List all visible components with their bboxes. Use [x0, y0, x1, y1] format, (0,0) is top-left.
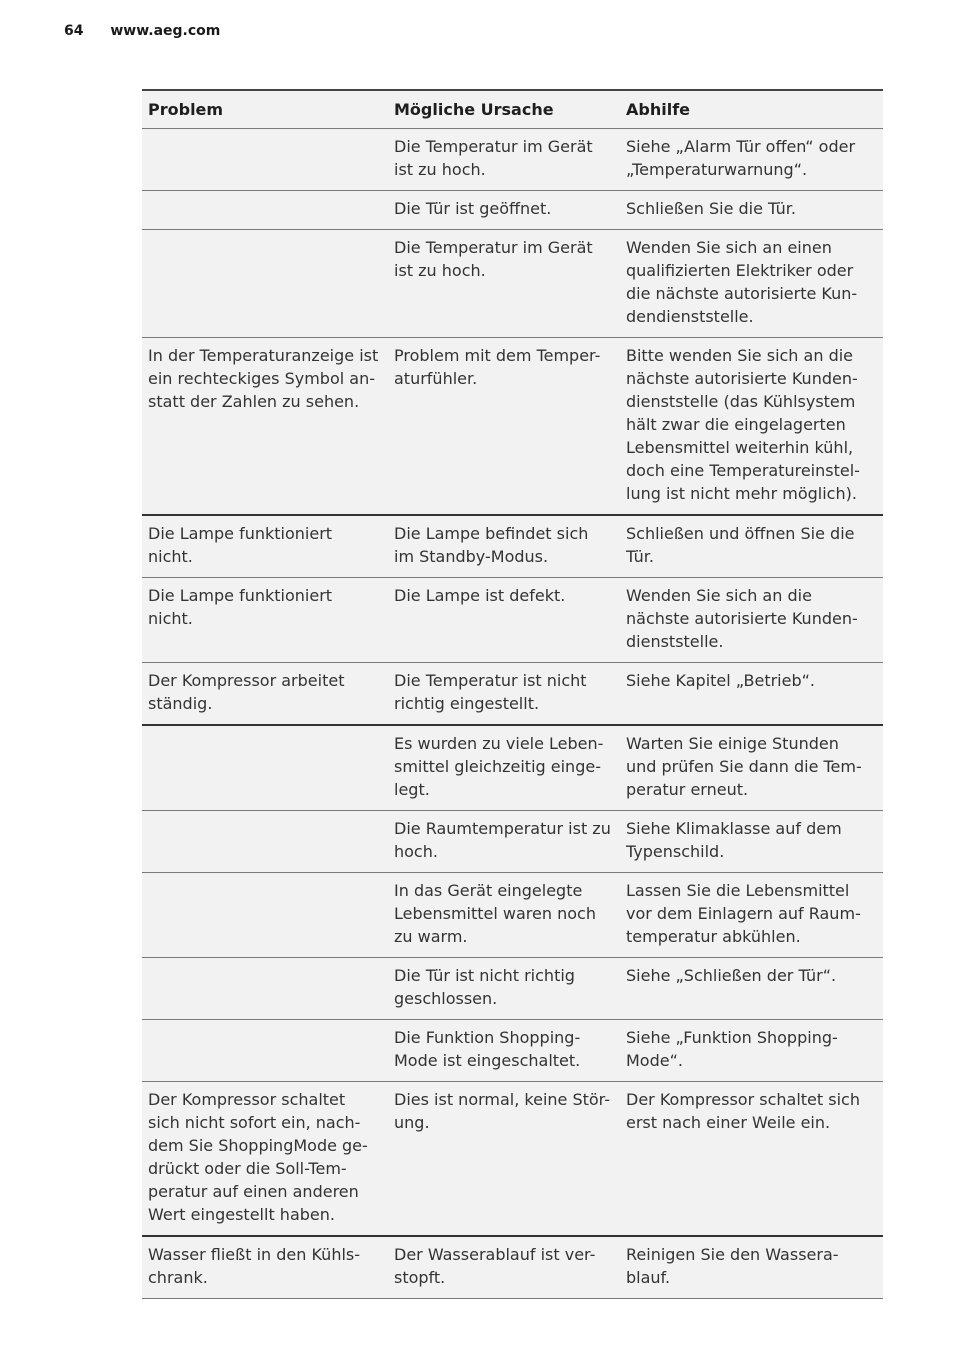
table-row — [142, 958, 883, 1020]
remedy-cell: Reinigen Sie den Wassera- blauf. — [620, 1236, 883, 1299]
problem-cell — [142, 230, 388, 338]
problem-cell — [142, 129, 388, 191]
remedy-cell: Wenden Sie sich an die nächste autorisierte Kunden- dienststelle. — [620, 578, 883, 663]
problem-cell — [142, 811, 388, 873]
column-header-remedy: Abhilfe — [620, 90, 883, 129]
table-row — [142, 873, 883, 958]
table-row — [142, 725, 883, 811]
table-row — [142, 663, 883, 726]
problem-cell: Wasser fließt in den Kühls- chrank. — [142, 1236, 388, 1299]
column-header-problem: Problem — [142, 90, 388, 129]
table-row — [142, 129, 883, 191]
problem-cell: Die Lampe funktioniert nicht. — [142, 515, 388, 578]
cause-cell: Es wurden zu viele Leben- smittel gleichzeitig einge- legt. — [388, 725, 620, 811]
problem-cell — [142, 725, 388, 811]
remedy-cell: Siehe „Schließen der Tür“. — [620, 958, 883, 1020]
table-row — [142, 515, 883, 578]
remedy-cell: Siehe „Alarm Tür offen“ oder „Temperaturwarnung“. — [620, 129, 883, 191]
remedy-cell: Schließen und öffnen Sie die Tür. — [620, 515, 883, 578]
problem-cell — [142, 191, 388, 230]
remedy-cell: Der Kompressor schaltet sich erst nach einer Weile ein. — [620, 1082, 883, 1237]
table-header-row — [142, 90, 883, 129]
remedy-cell: Schließen Sie die Tür. — [620, 191, 883, 230]
cause-cell: Dies ist normal, keine Stör- ung. — [388, 1082, 620, 1237]
cause-cell: Der Wasserablauf ist ver- stopft. — [388, 1236, 620, 1299]
cause-cell: Problem mit dem Temper- aturfühler. — [388, 338, 620, 516]
website-url: www.aeg.com — [110, 23, 221, 39]
cause-cell: Die Temperatur im Gerät ist zu hoch. — [388, 129, 620, 191]
cause-cell: Die Raumtemperatur ist zu hoch. — [388, 811, 620, 873]
cause-cell: Die Lampe ist defekt. — [388, 578, 620, 663]
cause-cell: Die Tür ist nicht richtig geschlossen. — [388, 958, 620, 1020]
problem-cell: In der Temperaturanzeige ist ein rechteckiges Symbol an- statt der Zahlen zu sehen. — [142, 338, 388, 516]
problem-cell — [142, 1020, 388, 1082]
table-row — [142, 230, 883, 338]
problem-cell: Der Kompressor schaltet sich nicht sofort ein, nach- dem Sie ShoppingMode ge- drückt oder die Soll-Tem- peratur auf einen anderen Wert eingestellt haben. — [142, 1082, 388, 1237]
table-row — [142, 578, 883, 663]
cause-cell: Die Tür ist geöffnet. — [388, 191, 620, 230]
table-row — [142, 338, 883, 516]
remedy-cell: Siehe Kapitel „Betrieb“. — [620, 663, 883, 726]
cause-cell: Die Temperatur ist nicht richtig eingestellt. — [388, 663, 620, 726]
remedy-cell: Lassen Sie die Lebensmittel vor dem Einlagern auf Raum- temperatur abkühlen. — [620, 873, 883, 958]
problem-cell: Der Kompressor arbeitet ständig. — [142, 663, 388, 726]
table-row — [142, 1082, 883, 1237]
problem-cell: Die Lampe funktioniert nicht. — [142, 578, 388, 663]
cause-cell: Die Temperatur im Gerät ist zu hoch. — [388, 230, 620, 338]
table-row — [142, 191, 883, 230]
table-row — [142, 1236, 883, 1299]
table-row — [142, 811, 883, 873]
page-header — [64, 23, 220, 39]
problem-cell — [142, 873, 388, 958]
page-number: 64 — [64, 23, 84, 39]
problem-cell — [142, 958, 388, 1020]
troubleshooting-table — [142, 89, 883, 1299]
cause-cell: Die Lampe befindet sich im Standby-Modus. — [388, 515, 620, 578]
column-header-cause: Mögliche Ursache — [388, 90, 620, 129]
remedy-cell: Bitte wenden Sie sich an die nächste autorisierte Kunden- dienststelle (das Kühlsystem hält zwar die eingelagerten Lebensmittel weiterhin kühl, doch eine Temperatureinstel- lung ist nicht mehr möglich). — [620, 338, 883, 516]
cause-cell: In das Gerät eingelegte Lebensmittel waren noch zu warm. — [388, 873, 620, 958]
remedy-cell: Siehe „Funktion Shopping- Mode“. — [620, 1020, 883, 1082]
remedy-cell: Warten Sie einige Stunden und prüfen Sie dann die Tem- peratur erneut. — [620, 725, 883, 811]
table-row — [142, 1020, 883, 1082]
remedy-cell: Siehe Klimaklasse auf dem Typenschild. — [620, 811, 883, 873]
remedy-cell: Wenden Sie sich an einen qualifizierten Elektriker oder die nächste autorisierte Kun- dendienststelle. — [620, 230, 883, 338]
cause-cell: Die Funktion Shopping- Mode ist eingeschaltet. — [388, 1020, 620, 1082]
